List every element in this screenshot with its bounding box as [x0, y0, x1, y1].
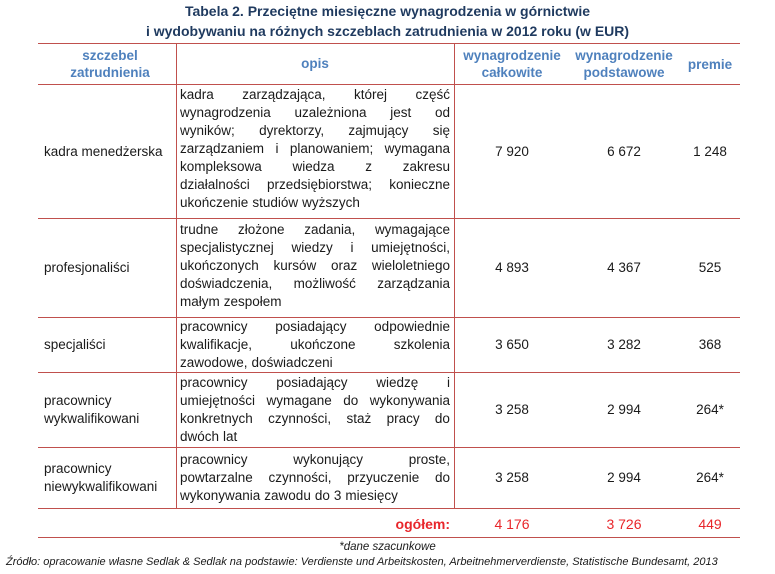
totals-total-salary: 4 176	[494, 516, 530, 532]
bonus-value: 525	[698, 260, 722, 275]
total-salary-value: 4 893	[495, 260, 529, 275]
base-salary-value: 6 672	[607, 144, 641, 159]
description-line: specjalistycznej wiedzy i umiejętności,	[180, 240, 450, 255]
header-total-line-1: wynagrodzenie	[463, 48, 561, 63]
table-row-level	[44, 86, 176, 218]
base-salary-value: 2 994	[607, 470, 641, 485]
table-row-level	[44, 373, 176, 447]
header-description: opis	[301, 56, 329, 71]
description-line: umiejętności wymagane do wykonywania	[180, 393, 450, 408]
description-line: powtarzalne czynności, przyuczenie do	[180, 470, 450, 485]
total-salary-value: 3 258	[495, 470, 529, 485]
table-title-line-1: Tabela 2. Przeciętne miesięczne wynagrodzenia w górnictwie	[184, 3, 591, 19]
table-title-line-2: i wydobywaniu na różnych szczeblach zatrudnienia w 2012 roku (w EUR)	[145, 23, 630, 39]
bonus-value: 264*	[696, 402, 724, 417]
description-line: wykonywania zawodu do 3 miesięcy	[180, 488, 398, 503]
header-level-line-1: szczebel	[82, 48, 138, 63]
base-salary-value: 3 282	[607, 337, 641, 352]
description-line: kadra zarządzająca, której część	[180, 87, 450, 102]
base-salary-value: 2 994	[607, 402, 641, 417]
header-level	[44, 47, 176, 81]
header-total-salary	[456, 47, 568, 81]
header-base-salary	[568, 47, 680, 81]
column-divider	[454, 43, 455, 509]
description-line: zawodowe, doświadczeni	[180, 355, 333, 370]
description-line: pracownicy wykonujący proste,	[180, 452, 450, 467]
description-line: małym zespołem	[180, 294, 282, 309]
table-row-level	[44, 318, 176, 372]
bonus-value: 1 248	[693, 144, 727, 159]
level-label-line-2: niewykwalifikowani	[44, 479, 158, 494]
description-line: dwóch lat	[180, 429, 238, 444]
table-row-description	[180, 451, 450, 505]
total-salary-value: 3 650	[495, 337, 529, 352]
description-line: działalności przedsiębiorstwa; konieczne	[180, 177, 450, 192]
header-bottom-rule	[38, 84, 740, 85]
description-line: pracownicy posiadający odpowiednie	[180, 319, 450, 334]
table-bottom-rule	[38, 537, 740, 538]
description-line: konkretnych czynności, staż pracy do	[180, 411, 450, 426]
row-rule	[38, 508, 740, 509]
table-row-description	[180, 221, 450, 311]
table-row-description	[180, 86, 450, 212]
header-total-line-2: całkowite	[481, 65, 543, 80]
table-row-description	[180, 318, 450, 372]
level-label-line-1: profesjonaliści	[44, 260, 130, 275]
base-salary-value: 4 367	[607, 260, 641, 275]
header-bonus: premie	[687, 57, 733, 72]
table-top-rule	[38, 43, 740, 44]
level-label-line-1: specjaliści	[44, 337, 106, 352]
description-line: ukończonych kursów oraz wieloletniego	[180, 258, 450, 273]
description-line: ukończenie studiów wyższych	[180, 195, 360, 210]
total-salary-value: 3 258	[495, 402, 529, 417]
totals-label: ogółem:	[395, 516, 450, 532]
description-line: wyników; dyrektorzy, zajmujący się	[180, 123, 450, 138]
description-line: wynagrodzenia uzależniona jest od	[180, 105, 450, 120]
description-line: doświadczenia, możliwość zarządzania	[180, 276, 450, 291]
description-line: pracownicy posiadający wiedzę i	[180, 375, 450, 390]
bonus-value: 368	[698, 337, 722, 352]
totals-bonus: 449	[698, 516, 722, 532]
header-level-line-2: zatrudnienia	[70, 65, 150, 80]
footnote: *dane szacunkowe	[339, 541, 436, 553]
level-label-line-1: kadra menedżerska	[44, 144, 163, 159]
header-base-line-2: podstawowe	[583, 65, 665, 80]
bonus-value: 264*	[696, 470, 724, 485]
description-line: zarządzaniem i planowaniem; wymagana	[180, 141, 450, 156]
table-row-level	[44, 219, 176, 317]
source-note: Źródło: opracowanie własne Sedlak & Sedlak na podstawie: Verdienste und Arbeitskosten, Arbeitnehmerverdienste, Statistische Bundesamt, 2013	[6, 556, 718, 568]
level-label-line-2: wykwalifikowani	[44, 411, 140, 426]
description-line: kompleksowa wiedza z zakresu	[180, 159, 450, 174]
table-row-description	[180, 374, 450, 446]
description-line: trudne złożone zadania, wymagające	[180, 222, 450, 237]
total-salary-value: 7 920	[495, 144, 529, 159]
column-divider	[176, 43, 177, 509]
totals-base-salary: 3 726	[606, 516, 642, 532]
table-row-level	[44, 448, 176, 508]
header-base-line-1: wynagrodzenie	[575, 48, 673, 63]
description-line: kwalifikacje, ukończone szkolenia	[180, 337, 450, 352]
level-label-line-1: pracownicy	[44, 461, 112, 476]
level-label-line-1: pracownicy	[44, 393, 112, 408]
